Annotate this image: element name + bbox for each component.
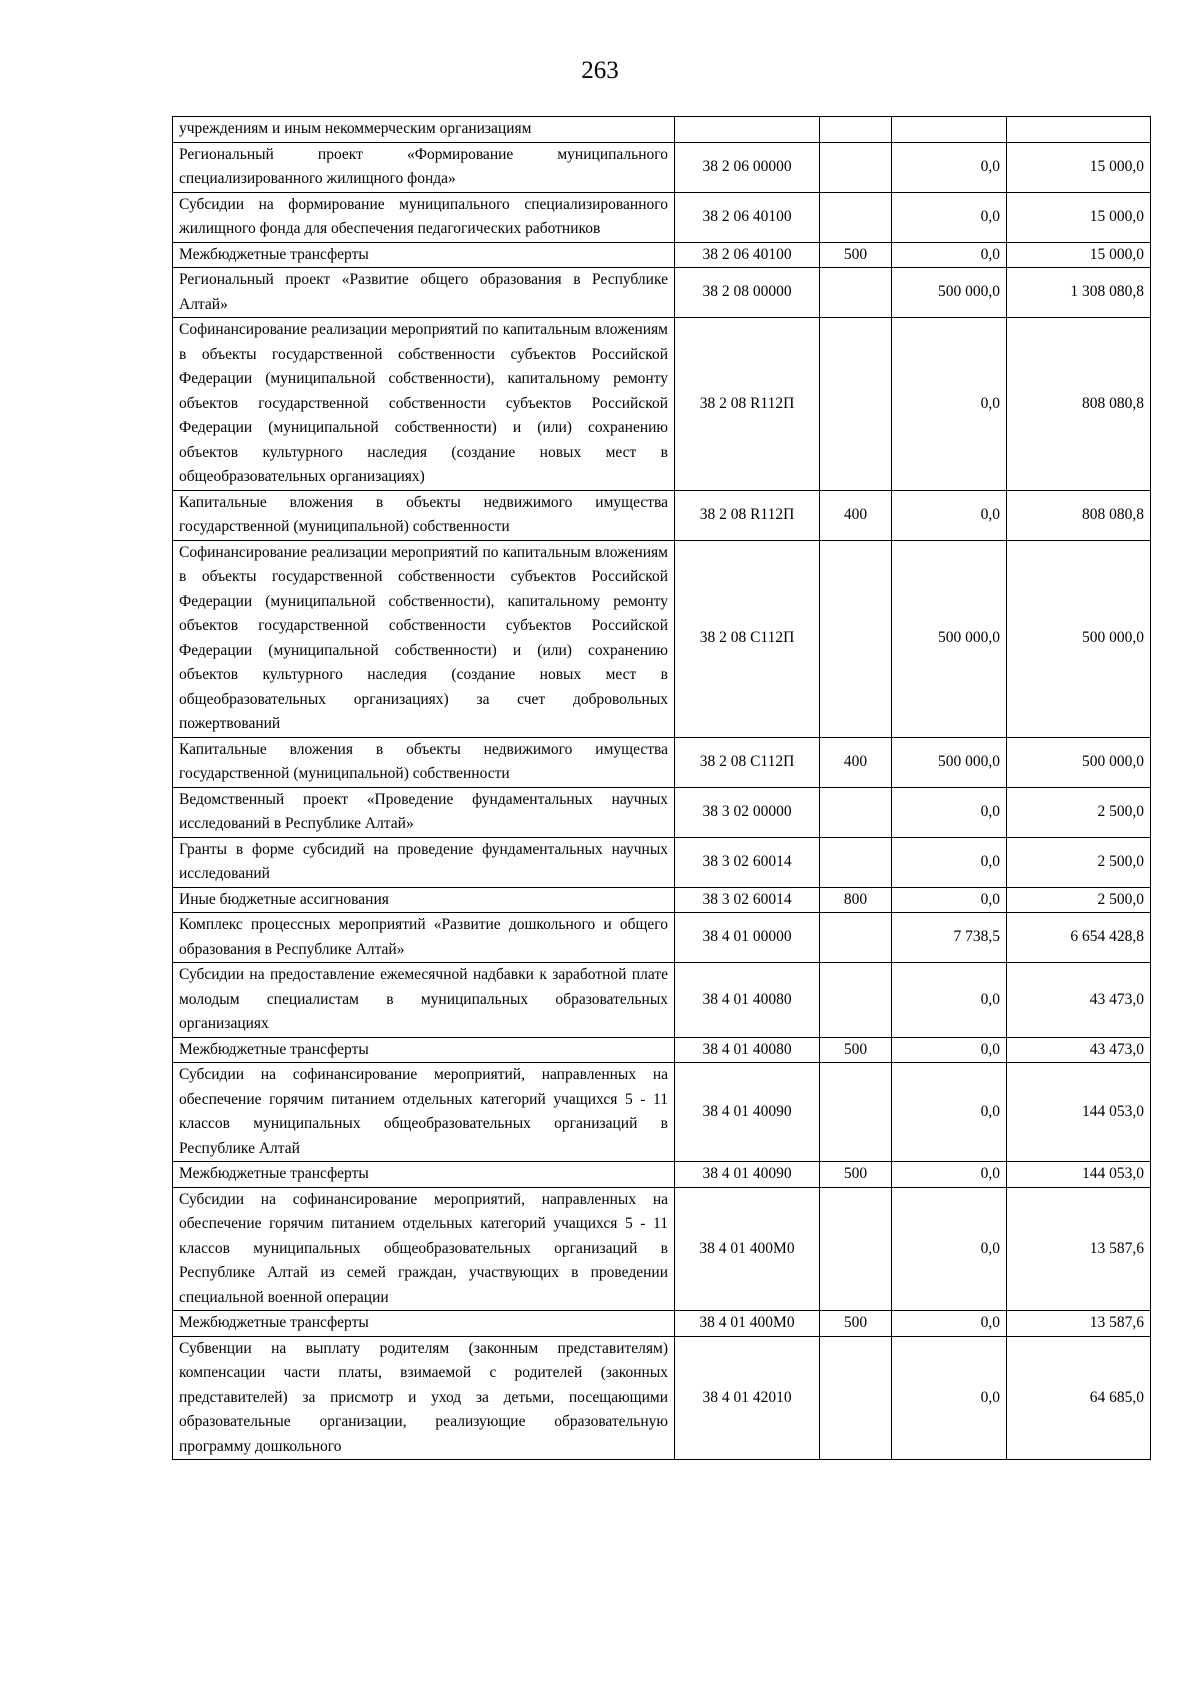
amount-2-cell: 64 685,0 [1007,1336,1151,1460]
item-name-cell: Субсидии на софинансирование мероприятий, направленных на обеспечение горячим питанием отдельных категорий учащихся 5 - 11 классов муниципальных общеобразовательных организаций в Республике Алтай из семей граждан, участвующих в проведении специальной военной операции [173,1187,675,1311]
target-code-cell: 38 2 06 40100 [675,242,820,268]
item-name-cell: Капитальные вложения в объекты недвижимого имущества государственной (муниципальной) собственности [173,737,675,787]
expense-type-cell: 800 [820,887,892,913]
expense-type-cell: 400 [820,490,892,540]
target-code-cell: 38 4 01 00000 [675,913,820,963]
amount-2-cell: 2 500,0 [1007,887,1151,913]
amount-1-cell [892,117,1007,143]
amount-1-cell: 0,0 [892,887,1007,913]
budget-table-body [173,117,1151,1460]
amount-1-cell: 0,0 [892,1063,1007,1162]
amount-1-cell: 7 738,5 [892,913,1007,963]
expense-type-cell [820,117,892,143]
table-row [173,318,1151,491]
table-row [173,1037,1151,1063]
target-code-cell: 38 2 08 R112П [675,318,820,491]
amount-1-cell: 0,0 [892,963,1007,1038]
table-row [173,142,1151,192]
item-name-cell: Субсидии на софинансирование мероприятий, направленных на обеспечение горячим питанием отдельных категорий учащихся 5 - 11 классов муниципальных общеобразовательных организаций в Республике Алтай [173,1063,675,1162]
table-row [173,837,1151,887]
amount-2-cell: 2 500,0 [1007,837,1151,887]
target-code-cell: 38 3 02 60014 [675,837,820,887]
expense-type-cell [820,913,892,963]
amount-1-cell: 0,0 [892,1162,1007,1188]
amount-2-cell [1007,117,1151,143]
expense-type-cell [820,142,892,192]
amount-1-cell: 500 000,0 [892,737,1007,787]
target-code-cell: 38 2 08 R112П [675,490,820,540]
target-code-cell: 38 2 08 00000 [675,268,820,318]
amount-1-cell: 0,0 [892,837,1007,887]
amount-1-cell: 0,0 [892,787,1007,837]
table-row [173,1063,1151,1162]
item-name-cell: Гранты в форме субсидий на проведение фундаментальных научных исследований [173,837,675,887]
table-row [173,1336,1151,1460]
target-code-cell: 38 4 01 40080 [675,963,820,1038]
target-code-cell: 38 4 01 40080 [675,1037,820,1063]
expense-type-cell: 500 [820,1311,892,1337]
amount-1-cell: 0,0 [892,142,1007,192]
amount-2-cell: 2 500,0 [1007,787,1151,837]
item-name-cell: Субсидии на предоставление ежемесячной надбавки к заработной плате молодым специалистам в муниципальных образовательных организациях [173,963,675,1038]
expense-type-cell [820,787,892,837]
amount-2-cell: 13 587,6 [1007,1311,1151,1337]
target-code-cell: 38 3 02 60014 [675,887,820,913]
table-row [173,117,1151,143]
amount-2-cell: 43 473,0 [1007,1037,1151,1063]
amount-2-cell: 43 473,0 [1007,963,1151,1038]
amount-2-cell: 15 000,0 [1007,242,1151,268]
item-name-cell: Региональный проект «Формирование муниципального специализированного жилищного фонда» [173,142,675,192]
item-name-cell: Межбюджетные трансферты [173,242,675,268]
amount-1-cell: 0,0 [892,318,1007,491]
expense-type-cell: 500 [820,1037,892,1063]
amount-2-cell: 144 053,0 [1007,1063,1151,1162]
target-code-cell: 38 2 06 40100 [675,192,820,242]
table-row [173,1187,1151,1311]
amount-1-cell: 0,0 [892,1037,1007,1063]
item-name-cell: Межбюджетные трансферты [173,1311,675,1337]
amount-1-cell: 0,0 [892,1311,1007,1337]
expense-type-cell: 400 [820,737,892,787]
target-code-cell: 38 4 01 42010 [675,1336,820,1460]
table-row [173,490,1151,540]
target-code-cell: 38 4 01 40090 [675,1063,820,1162]
item-name-cell: Субсидии на формирование муниципального специализированного жилищного фонда для обеспечения педагогических работников [173,192,675,242]
expense-type-cell [820,1063,892,1162]
amount-2-cell: 1 308 080,8 [1007,268,1151,318]
target-code-cell [675,117,820,143]
item-name-cell: учреждениям и иным некоммерческим организациям [173,117,675,143]
amount-2-cell: 808 080,8 [1007,490,1151,540]
amount-2-cell: 144 053,0 [1007,1162,1151,1188]
target-code-cell: 38 2 08 С112П [675,737,820,787]
table-row [173,887,1151,913]
amount-1-cell: 0,0 [892,192,1007,242]
expense-type-cell: 500 [820,242,892,268]
table-row [173,242,1151,268]
table-row [173,540,1151,737]
amount-1-cell: 500 000,0 [892,540,1007,737]
item-name-cell: Комплекс процессных мероприятий «Развитие дошкольного и общего образования в Республике Алтай» [173,913,675,963]
expense-type-cell [820,540,892,737]
item-name-cell: Межбюджетные трансферты [173,1162,675,1188]
amount-1-cell: 0,0 [892,490,1007,540]
amount-2-cell: 6 654 428,8 [1007,913,1151,963]
amount-1-cell: 500 000,0 [892,268,1007,318]
item-name-cell: Капитальные вложения в объекты недвижимого имущества государственной (муниципальной) собственности [173,490,675,540]
amount-2-cell: 13 587,6 [1007,1187,1151,1311]
target-code-cell: 38 4 01 40090 [675,1162,820,1188]
expense-type-cell [820,1187,892,1311]
amount-2-cell: 500 000,0 [1007,540,1151,737]
item-name-cell: Ведомственный проект «Проведение фундаментальных научных исследований в Республике Алтай» [173,787,675,837]
table-row [173,737,1151,787]
item-name-cell: Межбюджетные трансферты [173,1037,675,1063]
expense-type-cell [820,963,892,1038]
expense-type-cell [820,318,892,491]
target-code-cell: 38 3 02 00000 [675,787,820,837]
page-number: 263 [581,57,619,84]
expense-type-cell [820,837,892,887]
target-code-cell: 38 2 08 С112П [675,540,820,737]
item-name-cell: Софинансирование реализации мероприятий по капитальным вложениям в объекты государственной собственности субъектов Российской Федерации (муниципальной собственности), капитальному ремонту объектов государственной собственности субъектов Российской Федерации (муниципальной собственности) и (или) сохранению объектов культурного наследия (создание новых мест в общеобразовательных организациях) [173,318,675,491]
target-code-cell: 38 4 01 400М0 [675,1311,820,1337]
target-code-cell: 38 4 01 400М0 [675,1187,820,1311]
expense-type-cell [820,1336,892,1460]
expense-type-cell: 500 [820,1162,892,1188]
amount-1-cell: 0,0 [892,1336,1007,1460]
table-row [173,963,1151,1038]
item-name-cell: Субвенции на выплату родителям (законным представителям) компенсации части платы, взимаемой с родителей (законных представителей) за присмотр и уход за детьми, посещающими образовательные организации, реализующие образовательную программу дошкольного [173,1336,675,1460]
amount-2-cell: 15 000,0 [1007,192,1151,242]
target-code-cell: 38 2 06 00000 [675,142,820,192]
table-row [173,1162,1151,1188]
table-row [173,192,1151,242]
budget-table [172,116,1151,1460]
amount-1-cell: 0,0 [892,1187,1007,1311]
table-row [173,268,1151,318]
item-name-cell: Софинансирование реализации мероприятий по капитальным вложениям в объекты государственной собственности субъектов Российской Федерации (муниципальной собственности), капитальному ремонту объектов государственной собственности субъектов Российской Федерации (муниципальной собственности) и (или) сохранению объектов культурного наследия (создание новых мест в общеобразовательных организациях) за счет добровольных пожертвований [173,540,675,737]
table-row [173,787,1151,837]
item-name-cell: Иные бюджетные ассигнования [173,887,675,913]
item-name-cell: Региональный проект «Развитие общего образования в Республике Алтай» [173,268,675,318]
table-row [173,1311,1151,1337]
amount-2-cell: 500 000,0 [1007,737,1151,787]
amount-2-cell: 15 000,0 [1007,142,1151,192]
amount-2-cell: 808 080,8 [1007,318,1151,491]
expense-type-cell [820,192,892,242]
table-row [173,913,1151,963]
expense-type-cell [820,268,892,318]
amount-1-cell: 0,0 [892,242,1007,268]
